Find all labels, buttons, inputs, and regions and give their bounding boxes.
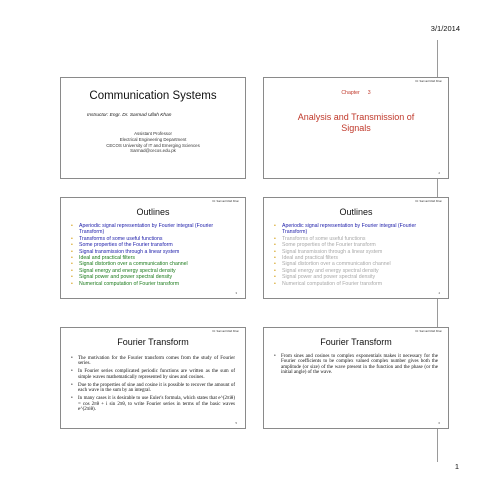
fourier-bullet-text: Due to the properties of sine and cosine it is possible to recover the amount of each wave in the sum by an integral. xyxy=(78,382,235,394)
outline-item-text: Transforms of some useful functions xyxy=(282,235,366,242)
page-number: 1 xyxy=(454,462,459,471)
outline-item-text: Numerical computation of Fourier transform xyxy=(79,280,180,287)
slide-header-text: Dr. Sarmad Ullah Khan xyxy=(415,330,442,333)
bullet-icon: • xyxy=(71,255,73,262)
fourier-bullet-item xyxy=(272,354,438,376)
slide-number: 4 xyxy=(438,292,440,295)
slide-number: 6 xyxy=(438,422,440,425)
outline-item-text: Signal power and power spectral density xyxy=(282,274,376,281)
outline-item-text: Signal distortion over a communication channel xyxy=(79,261,188,268)
outline-item-text: Signal distortion over a communication channel xyxy=(282,261,391,268)
bullet-icon: • xyxy=(71,223,73,229)
outline-item-text: Ideal and practical filters xyxy=(79,255,135,262)
bullet-icon: • xyxy=(71,261,73,268)
chapter-title-line-2: Signals xyxy=(341,122,371,133)
bullet-icon: • xyxy=(71,396,73,402)
fourier-bullet-list xyxy=(69,356,235,415)
outline-item-text: Aperiodic signal representation by Fourier integral (Fourier Transform) xyxy=(282,223,417,236)
bullet-icon: • xyxy=(274,248,276,255)
chapter-word: Chapter xyxy=(341,90,360,96)
bullet-icon: • xyxy=(274,354,276,359)
outlines-heading: Outlines xyxy=(136,207,170,217)
instructor-position: Assistant Professor xyxy=(134,131,172,136)
outline-list xyxy=(272,223,440,287)
bullet-icon: • xyxy=(71,235,73,242)
outline-list xyxy=(69,223,237,287)
outline-item-text: Signal energy and energy spectral density xyxy=(79,267,176,274)
fourier-bullet-text: In Fourier series complicated periodic functions are written as the sum of simple waves mathematically represented by sines and cosines. xyxy=(78,369,235,380)
slide-header-text: Dr. Sarmad Ullah Khan xyxy=(415,80,442,83)
bullet-icon: • xyxy=(274,280,276,287)
bullet-icon: • xyxy=(274,223,276,229)
bullet-icon: • xyxy=(71,274,73,281)
chapter-number: 3 xyxy=(367,90,371,96)
slide-number: 2 xyxy=(438,172,440,175)
bullet-icon: • xyxy=(71,248,73,255)
outline-item-text: Signal transmission through a linear system xyxy=(282,248,383,255)
instructor-details xyxy=(61,131,245,154)
bullet-icon: • xyxy=(274,242,276,249)
fourier-bullet-item xyxy=(69,369,235,380)
instructor-email: Sarmad@cecos.edu.pk xyxy=(130,148,176,154)
slide-header-text: Dr. Sarmad Ullah Khan xyxy=(415,200,442,203)
outline-item-text: Signal energy and energy spectral density xyxy=(282,267,379,274)
outline-item-text: Some properties of the Fourier transform xyxy=(282,242,376,249)
slide-header-text: Dr. Sarmad Ullah Khan xyxy=(212,330,239,333)
slide-fourier-transform-1 xyxy=(60,327,246,429)
slide-chapter xyxy=(263,77,449,179)
bullet-icon: • xyxy=(274,261,276,268)
bullet-icon: • xyxy=(71,280,73,287)
outline-item-text: Numerical computation of Fourier transform xyxy=(282,280,383,287)
slide-outlines-2 xyxy=(263,197,449,299)
slide-number: 3 xyxy=(235,292,237,295)
slide-title-heading: Communication Systems xyxy=(89,90,217,102)
outline-item xyxy=(69,281,237,287)
chapter-label xyxy=(264,90,448,96)
bullet-icon: • xyxy=(71,267,73,274)
fourier-bullet-text: From sines and cosines to complex exponentials makes it necessary for the Fourier coefficients to be complex valued complex number gives both the amplitude (or size) of the wave present in the function and the phase (or the initial angle) of the wave. xyxy=(281,354,438,376)
bullet-icon: • xyxy=(71,356,73,361)
slide-header-text: Dr. Sarmad Ullah Khan xyxy=(212,200,239,203)
slide-outlines-1 xyxy=(60,197,246,299)
instructor-department: Electrical Engineering Department xyxy=(119,136,187,142)
instructor-line: Instructor: Engr. Dr. Sarmad Ullah Khan xyxy=(87,113,172,118)
bullet-icon: • xyxy=(71,242,73,249)
fourier-bullet-item xyxy=(69,356,235,367)
fourier-bullet-text: The motivation for the Fourier transform comes from the study of Fourier series. xyxy=(78,356,235,367)
outline-item xyxy=(272,281,440,287)
bullet-icon: • xyxy=(274,255,276,262)
outline-item-text: Aperiodic signal representation by Fourier integral (Fourier Transform) xyxy=(79,223,214,236)
outline-item-text: Signal transmission through a linear system xyxy=(79,248,180,255)
fourier-bullet-list xyxy=(272,354,438,378)
bullet-icon: • xyxy=(274,274,276,281)
chapter-title xyxy=(264,112,448,133)
outline-item-text: Some properties of the Fourier transform xyxy=(79,242,173,249)
bullet-icon: • xyxy=(71,382,73,388)
outline-item-text: Ideal and practical filters xyxy=(282,255,338,262)
outline-item-text: Transforms of some useful functions xyxy=(79,235,163,242)
fourier-heading: Fourier Transform xyxy=(117,337,189,347)
print-date: 3/1/2014 xyxy=(430,24,460,33)
outline-item-text: Signal power and power spectral density xyxy=(79,274,173,281)
fourier-heading: Fourier Transform xyxy=(320,337,392,347)
outline-item xyxy=(272,223,440,236)
instructor-university: CECOS University of IT and Emerging Sciences xyxy=(106,142,200,148)
fourier-bullet-text: In many cases it is desirable to use Euler's formula, which states that e^(2πiθ) = cos 2πθ + i sin 2πθ, to write Fourier series in terms of the basic waves e^(2πiθ). xyxy=(78,396,235,413)
bullet-icon: • xyxy=(274,235,276,242)
outline-item xyxy=(69,223,237,236)
slide-title xyxy=(60,77,246,179)
slide-number: 5 xyxy=(235,422,237,425)
chapter-title-line-1: Analysis and Transmission of xyxy=(297,112,415,122)
fourier-bullet-item xyxy=(69,396,235,412)
fourier-bullet-item xyxy=(69,383,235,394)
bullet-icon: • xyxy=(71,369,73,375)
outlines-heading: Outlines xyxy=(339,207,373,217)
bullet-icon: • xyxy=(274,267,276,274)
slide-fourier-transform-2 xyxy=(263,327,449,429)
